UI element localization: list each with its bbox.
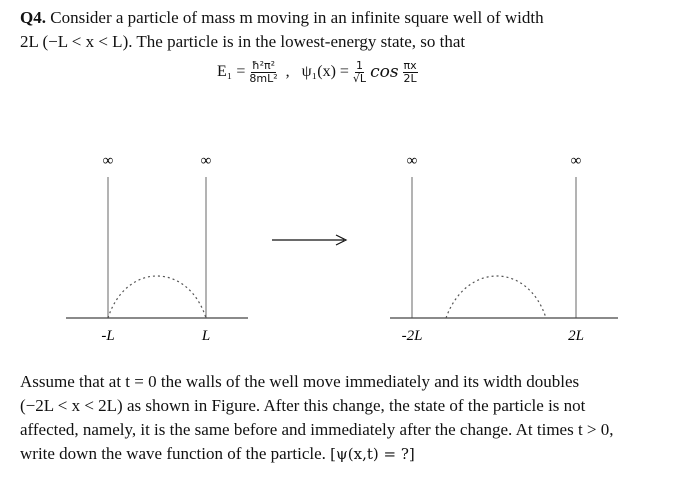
energy-lhs: E₁ = (217, 63, 246, 81)
energy-denominator: 8mL² (249, 71, 278, 85)
energy-wavefunction-equation (217, 60, 418, 84)
right-well-wavefunction-curve (446, 276, 546, 318)
answer-prompt: [ψ(x,t) = ?] (330, 445, 415, 463)
right-well-label-minus-2L: -2L (401, 328, 423, 344)
equation-separator: , (285, 63, 290, 81)
normalization-denominator: √L (352, 71, 367, 85)
energy-fraction (249, 60, 277, 84)
paragraph-line-4 (20, 442, 684, 466)
potential-well-figure (0, 140, 695, 355)
infinity-symbol-left-wall-2: ∞ (200, 153, 212, 169)
left-well-label-minus-L: -L (101, 328, 115, 344)
paragraph-line-4-text: write down the wave function of the particle. (20, 444, 326, 463)
paragraph-line-2: (−2L < x < 2L) as shown in Figure. After this change, the state of the particle is not (20, 396, 586, 415)
energy-numerator: ħ²π² (251, 59, 276, 72)
problem-paragraph (20, 370, 684, 466)
left-well-label-L: L (201, 328, 211, 344)
infinity-symbol-left-wall-1: ∞ (102, 153, 114, 169)
infinity-symbol-right-wall-2: ∞ (570, 153, 582, 169)
question-number: Q4. (20, 8, 46, 27)
left-well-wavefunction-curve (108, 276, 206, 318)
cos-function: cos (370, 62, 399, 83)
cos-argument-fraction (403, 60, 418, 84)
paragraph-line-1: Assume that at t = 0 the walls of the well move immediately and its width doubles (20, 372, 580, 391)
normalization-numerator: 1 (355, 59, 363, 72)
cos-numerator: πx (403, 59, 417, 72)
paragraph-line-3: affected, namely, it is the same before and immediately after the change. At times t > 0, (20, 420, 614, 439)
right-well-label-2L: 2L (568, 328, 584, 344)
infinity-symbol-right-wall-1: ∞ (406, 153, 418, 169)
normalization-fraction (353, 60, 366, 84)
cos-denominator: 2L (403, 71, 417, 85)
wavefunction-lhs: ψ₁(x) = (301, 63, 349, 81)
question-text-1: Consider a particle of mass m moving in an infinite square well of width (45, 8, 544, 27)
question-line-2: 2L (−L < x < L). The particle is in the lowest-energy state, so that (20, 32, 466, 51)
question-line-1 (20, 8, 544, 28)
